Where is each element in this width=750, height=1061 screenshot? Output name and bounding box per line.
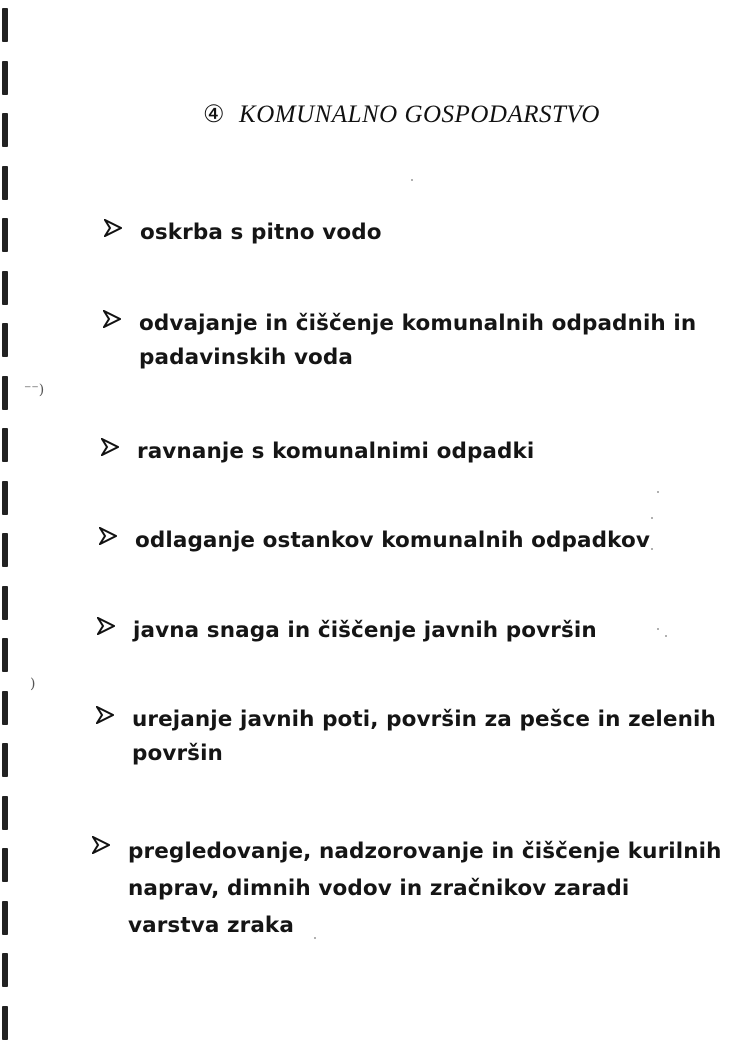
arrowhead-bullet-icon — [103, 310, 121, 328]
scan-speck — [657, 491, 659, 493]
list-item-line: odlaganje ostankov komunalnih odpadkov — [135, 528, 650, 553]
list-item-line: površin — [132, 741, 223, 766]
binding-hole — [2, 218, 8, 252]
list-item — [96, 703, 716, 771]
list-item-text — [135, 524, 650, 558]
scan-speck — [657, 628, 659, 630]
list-item-text — [128, 833, 722, 944]
arrowhead-bullet-icon — [97, 617, 115, 635]
margin-pencil-mark: ) — [30, 676, 36, 692]
list-item-line: naprav, dimnih vodov in zračnikov zaradi — [128, 876, 630, 901]
list-item-line: odvajanje in čiščenje komunalnih odpadnih in — [139, 311, 697, 336]
list-item-text — [139, 307, 696, 375]
binding-hole — [2, 1006, 8, 1040]
arrowhead-bullet-icon — [101, 438, 119, 456]
list-item-text — [137, 435, 534, 469]
list-item-text — [140, 216, 382, 250]
list-item-line: urejanje javnih poti, površin za pešce in zelenih — [132, 707, 716, 732]
list-item-line: ravnanje s komunalnimi odpadki — [137, 439, 535, 464]
binding-hole — [2, 743, 8, 777]
scan-speck — [651, 548, 653, 550]
binding-hole — [2, 848, 8, 882]
binding-hole — [2, 691, 8, 725]
section-title: KOMUNALNO GOSPODARSTVO — [239, 100, 600, 128]
list-item — [99, 524, 650, 558]
scan-speck — [314, 937, 316, 939]
list-item-line: javna snaga in čiščenje javnih površin — [133, 618, 597, 643]
binding-hole — [2, 323, 8, 357]
list-item-line: pregledovanje, nadzorovanje in čiščenje kurilnih — [128, 839, 722, 864]
arrowhead-bullet-icon — [99, 527, 117, 545]
list-item — [104, 216, 382, 250]
binding-hole — [2, 901, 8, 935]
binding-hole — [2, 953, 8, 987]
list-item-line: padavinskih voda — [139, 345, 354, 370]
margin-pencil-mark: ⁻⁻) — [24, 382, 45, 398]
list-item-text — [133, 614, 597, 648]
binding-hole — [2, 533, 8, 567]
arrowhead-bullet-icon — [92, 836, 110, 854]
list-item-line: oskrba s pitno vodo — [140, 220, 382, 245]
binding-hole — [2, 428, 8, 462]
list-item — [92, 833, 722, 944]
scan-speck — [411, 179, 413, 181]
page-title — [203, 100, 600, 129]
binding-hole — [2, 61, 8, 95]
list-item — [101, 435, 534, 469]
scan-speck — [665, 635, 667, 637]
arrowhead-bullet-icon — [96, 706, 114, 724]
scan-speck — [651, 517, 653, 519]
binding-hole — [2, 271, 8, 305]
binding-hole — [2, 796, 8, 830]
list-item — [97, 614, 597, 648]
binding-hole — [2, 638, 8, 672]
binding-hole — [2, 376, 8, 410]
list-item-text — [132, 703, 716, 771]
binding-edge — [0, 0, 12, 1061]
binding-hole — [2, 586, 8, 620]
arrowhead-bullet-icon — [104, 219, 122, 237]
binding-hole — [2, 166, 8, 200]
binding-hole — [2, 113, 8, 147]
list-item-line: varstva zraka — [128, 913, 294, 938]
list-item — [103, 307, 696, 375]
section-number: ④ — [203, 102, 226, 128]
binding-hole — [2, 481, 8, 515]
binding-hole — [2, 8, 8, 42]
